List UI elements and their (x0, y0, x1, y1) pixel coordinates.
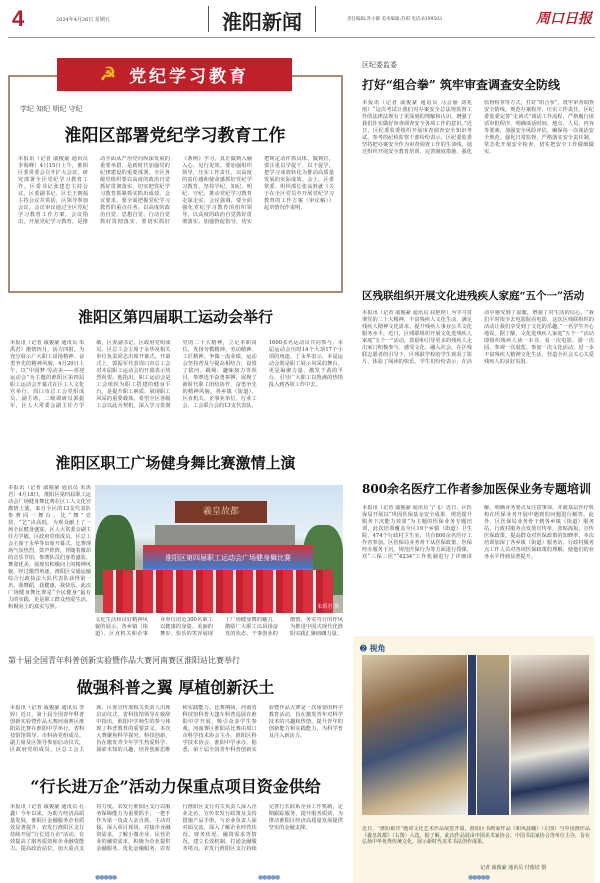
bank-headline: “行长进万企”活动力保重点项目资金供给 (30, 777, 321, 796)
column-label: 区纪委监委 (362, 61, 397, 69)
dance-body: 本报讯（记者 戚俊豪 通讯员 朱禹君）4月18日，淮阳区第四届职工运动会广场健身舞比赛在区工人文化宫激情上演，来自全区的13支代表队参赛同一舞台，比“舞”竞技，“艺”决高低，为观众献上了一场全民健身盛宴。区人大常委会副主任方学敏，区政府党组成员、区总工会主席于永华等出席开幕式。比赛现场气氛热烈，鼓声阵阵，伴随着激昂的音乐节拍，参赛队员们身着盛装、舞姿优美，展现出积极向上的精神风貌。经过激烈角逐，淮阳区交通运输综合行政执法大队代表队获得第一名。我舞蹈，我健康，我快乐。此次广场健身舞比赛是“全民健身”最有力的实践，更是职工群众热爱生活、积极向上的真实写照。 (8, 485, 91, 610)
rc-a2-headline: 区残联组织开展文化进残疾人家庭“五个一”活动 (362, 290, 585, 302)
dance-headline: 淮阳区职工广场健身舞比赛激情上演 (55, 454, 296, 472)
color-registration-marks: ●●●●● (258, 874, 280, 881)
section-title: 淮阳新闻 (208, 6, 316, 32)
editor-credits: 责任编辑:苏小静 美术编辑:苏祺 电话:6199503 (347, 17, 442, 22)
dance-body-continued: 文化生活和良好精神风貌的展示。各乡镇（街道）、区直机关和企事业单位的近300名职工以健康的身姿、美丽的舞步、快乐的笑容展现了广场健身舞的魅力，激励广大职工以昂扬奋发的状态、干事创业的激情，务实笃行的作风为推进中国式现代化淮阳实践汇聚磅礴力量。 (95, 617, 343, 637)
sports-body: 本报讯（记者 戚俊豪 通讯员 朱禹君）激情四月，活力四射。为充分展示广大职工昂扬精神、奋勇争先的精神风貌，4月20日上午，以“中国梦·劳动美——喜迎运动会”为主题的淮阳区第四届职工运动会开幕式在区工人文化宫举行。周口市总工会党组成员、副主席，二级调研员郭振军，区人大常委会副主任方学敏，区委副书记、区政府党组成员、区总工会主席于永华及相关单位负责同志出席开幕式。开幕式上，郭振军代表周口市总工会对本届职工运动会的开幕表示热烈祝贺。他指出，职工运动会是工会组织为职工搭建的健身平台，是提升职工素质、展现职工风采的重要载体。希望全区各级工会以此为契机，深入学习贯彻党的二十大精神，立足本职岗位，发扬劳模精神、劳动精神、工匠精神，争做一流业绩。运动会坚持普及与提高相结合，设置了拔河、跳绳、趣味接力等项目，参赛选手奋勇拼搏，展现了新时代职工团结协作、奋勇争先的精神风貌。各乡镇（街道）、区直机关、企事业单位、行业工会、工会联合会的13支代表队、1600多名运动员共同参与。本届运动会历时14个大项17个小项的角逐。丁永华表示，本届运动会既是职工展示风采的舞台，更是凝聚力量、激发干劲的平台，引导广大职工以饱满的热情投入到各项工作中去。 (10, 340, 343, 409)
dance-photo (95, 485, 343, 613)
feature-body: 本报讯（记者 戚俊豪 通讯员 李海峰）4月15日上午，淮阳区委常委会召开扩大会议，研究部署全区党纪学习教育工作。区委书记张建忠主持会议，区委副书记、区长王朝福主持会议并讲话，区领导参加会议。会议审议通过全区党纪学习教育工作方案。会议指出，开展党纪学习教育，是推动全面从严治党向纵深发展的重要举措，是新时代加强党的纪律建设的重要部署。全区各级党组织要以高度的政治自觉抓好贯彻落实，切实把党纪学习教育抓紧抓实抓出成效。会议要求，要全面把握党纪学习教育的重点任务，以高度的政治自觉、思想自觉、行动自觉抓好贯彻落实，要切实抓好《条例》学习，真正做到入脑入心、见行见效。要加强组织领导，压实工作责任，以高度的责任感和使命感抓好党纪学习教育，坚持学纪、知纪、明纪、守纪，推动党纪学习教育走深走实。会议强调，要全面强化党纪学习教育的组织领导，以高度的政治自觉抓好贯彻落实，加强督促指导，切实把规定动作抓具体、做到位，要注重以学促干、以干促学，把学习成效转化为推动高质量发展的实际成效。会上，区委常委、组织部长张高胜就《关于在全区党员中开展党纪学习教育的工作方案（审议稿）》起草情况作说明。 (18, 156, 334, 225)
sports-headline: 淮阳区第四届职工运动会举行 (77, 308, 273, 326)
science-headline: 做强科普之翼 厚植创新沃土 (76, 678, 275, 697)
painting-strip (468, 655, 476, 815)
stage-backdrop: 淮阳区第四届职工运动会广场健身舞比赛 (143, 545, 313, 583)
banner-title: 党纪学习教育 (129, 67, 250, 87)
rc-a2-body: 本报讯（记者 戚俊豪 通讯员 屈艳艳）为学习贯彻党的二十大精神，丰富残疾人文化生活，满足残疾人精神文化需求，提升残疾人事业公共文化服务水平，近日，区残联组织开展文化进残疾人家庭“五个一”活动，鼓励和引导更多的残疾人走出家门积极参与、感受文化、融入社会。在区残联志愿者的引导下，区残联学校的学生观看了影片，体验了阅读的快乐。学生们纷纷表示，在活动中感受到了温暖，增强了对生活的信心。“我们平时很少去电影院看电影，这次区残联组织的活动让我们享受到了文化的乐趣。”一名学生开心地说。据了解，文化进残疾人家庭“五个一”活动即组织残疾人读一本书、看一次电影、游一次园、参观一次展览、参加一次文化活动，进一步丰富残疾人精神文化生活，营造全社会关心关爱残疾人的良好氛围。 (362, 310, 594, 365)
masthead-logo: 周口日报 (536, 11, 592, 27)
painting-strip (477, 655, 509, 815)
feature-headline: 淮阳区部署党纪学习教育工作 (64, 126, 286, 146)
painting-left (362, 655, 467, 815)
viewpoint-title (360, 643, 386, 654)
rc-a1-body: 本报讯（记者 戚俊豪 通讯员 马会丽 刘兆雨）“这次考试让我们对办案安全总法规监督工作的法律法规有了更深刻的理解和认识，增强了我们扑实做好审查调查安全各项工作的意识。”近日，区纪委监委组织开展审查调查安全知识考试，参考的纪检监察干部纷纷表示。区纪委监委坚持把办案安全作为审查调查工作的生命线，通过组织开展安全教育培训、完善制度措施、强化监督检查等方式，打好“组合拳”，筑牢审查调查安全防线。规范办案程序，压实工作责任。区纪委监委完善“走读式”谈话工作流程，严格履行谈话审批程序，明确谈话时间、地点、人员、内容等要素，加强安全风险评估，确保每一次谈话安全规范。强化日常监督，严格落实安全责任制，常态化开展安全检查，切实把安全工作做细做实。 (362, 100, 594, 155)
science-body: 本报讯（记者 戚俊豪 通讯员 李婷）近日，第十届全国青年科普创新实验暨作品大赛河南赛区淮阳站比赛在淮阳中学举行。省科技馆馆领导、市科协党组成员、副主席及区领导参加启动仪式，区政府党组成员、区总工会主席、区委宣传部相关负责人出席启动仪式。省科技馆领导在致辞中指出，淮阳中学师生的参与体现了科普教育的重要意义。本次大赛聚焦科学探究、科技创新，旨在激发青少年学生热爱科学、探索未知的兴趣，培养创新思维和实践能力。比赛期间，河南省科技馆科普大篷车科普巡展在淮阳中学开展，吸引众多学生参观。河南赛区淮阳站比赛由周口市科学技术协会主办，淮阳区科学技术协会、淮阳中学承办。据悉，第十届全国青年科普创新实验暨作品大赛是一次重要的科学教育活动，旨在激发青年对科学技术的兴趣和热情，提升青年的创新能力和实践能力，为科学普及注入新活力。 (10, 705, 343, 753)
hammer-sickle-icon: ☭ (99, 64, 120, 85)
viewpoint-label: 视角 (369, 644, 386, 653)
viewpoint-credit: 记者 戚俊豪 通讯员 付俊培 摄 (480, 865, 547, 871)
viewpoint-caption: 近日，“淮阳翟庆”题词文化艺术作品展览开幕，淮阳区书画家作品《和风晨曦》（左图）与中国画作品《羲皇故都》（右图）入选。据了解，此次作品展由中国美术家协会、中国书法家协会等单位主办，旨在弘扬中华优秀传统文化，展示新时代美术书法创作成果。 (362, 826, 590, 846)
photo-credit: 朱禹君 摄 (317, 604, 339, 610)
page-number: 4 (12, 6, 25, 31)
rc-a3-body: 本报讯（记者 戚俊豪 通讯员 宁飞）近日，区医保局开展以“巩固医保基金安全成果、规范提升服务下沉能力效果”为主题的医保业务专题培训，此次培训覆盖全区19个乡镇（街道）卫生院、474个行政村卫生室，共有800余名医疗工作者参加。区医保局业务骨干从医保政策、医保经办服务下沉、规范医保行为等方面进行授课，对“三保三医”“4234”工作机制进行了详细讲解，明确业务要点及注意事项，并就基层医疗机构在医保业务开展中遇到的问题进行解答。此外，区医保局业务骨干到各乡镇（街道）服务站、行政村服务点发放宣传单，张贴海报，宣传医保政策，提高群众对医保政策的知晓率。本次培训加深了各乡镇（街道）服务站、行政村服务点工作人员对各项医保政策的理解，使他们的业务水平得到显著提升。 (362, 505, 594, 560)
issue-date: 2024年4月26日 星期五 (56, 17, 110, 23)
rc-a1-headline: 打好“组合拳” 筑牢审查调查安全防线 (362, 78, 560, 92)
gate-sign: 羲皇故都 (175, 501, 267, 523)
bank-body: 本报讯（记者 戚俊豪 通讯员 孔鑫）今年以来，为助力经济高质量发展，淮阳区金融服务企业质效显著提升，农发行淮阳区支行持续开展“行长进万企”活动，有效提高了服务质效和企业融资能力。提高政治站位，加大重点支持力度。农发行淮阳区支行以服务保障能力为重要抓手，一把手作为第一负责人亲自抓，主动对接，深入项目现场，对接企业融资需求，了解小微企业、民营企业的融资需求，积极为企业提供金融服务。优化金融服务，农发行淮阳区支行有关负责人深入企业走访，宣传农发行政策及支持措施产品手册，与企业负责人面对面交流，深入了解企业经营状况、财务状况、融资需求等情况。建立长效机制，打通金融服务堵点。农发行淮阳区支行持续完善行长联系企业工作机制，定期跟踪服务，提升服务质效，为推动淮阳区经济高质量发展提供坚实的金融支撑。 (10, 804, 343, 852)
arrow-circle-icon: ➋ (360, 644, 367, 653)
painting-right (511, 655, 589, 815)
color-registration-marks: ●●●●● (95, 874, 117, 881)
color-registration-marks: ●●●●● (468, 874, 490, 881)
header-divider (8, 37, 595, 38)
rc-a3-headline: 800余名医疗工作者参加医保业务专题培训 (362, 482, 592, 496)
feature-banner (57, 58, 292, 91)
dancers (103, 570, 333, 613)
science-kicker: 第十届全国青年科普创新实验暨作品大赛河南赛区淮阳站比赛举行 (8, 656, 240, 665)
feature-kicker: 学纪 知纪 明纪 守纪 (20, 105, 83, 113)
